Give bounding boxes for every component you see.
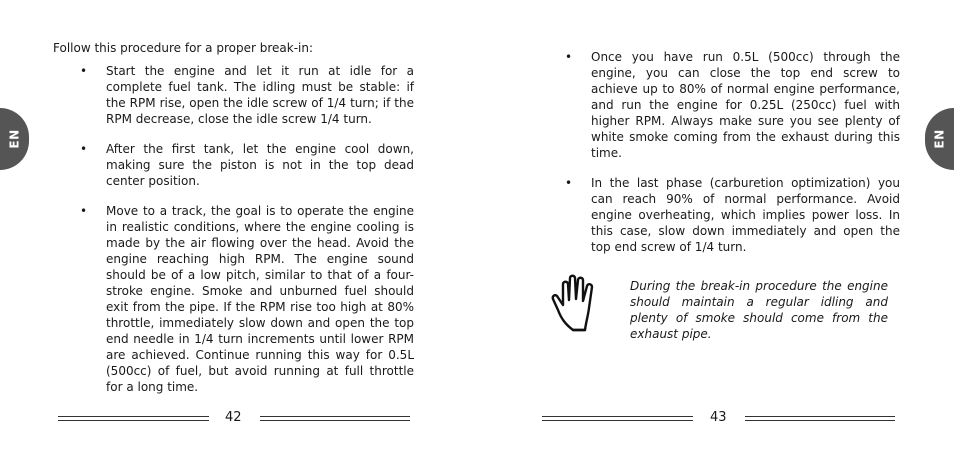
right-page — [477, 0, 954, 457]
bullet-marker: • — [565, 50, 573, 64]
list-item — [80, 141, 414, 189]
page-footer — [0, 410, 477, 426]
bullet-marker: • — [565, 176, 573, 190]
list-item — [80, 203, 414, 395]
page-number: 43 — [710, 410, 727, 425]
footer-rule — [58, 416, 209, 421]
list-item-text: Once you have run 0.5L (500cc) through the engine, you can close the top end screw to achieve up to 80% of normal engine performance, and run the engine for 0.25L (250cc) fuel with higher RPM. Always make sure you see plenty of white smoke coming from the exhaust during this time. — [591, 50, 900, 160]
bullet-marker: • — [80, 64, 88, 78]
list-item — [565, 175, 900, 255]
language-tab-label: EN — [7, 129, 22, 149]
language-tab — [0, 108, 29, 170]
intro-text: Follow this procedure for a proper break-in: — [53, 41, 314, 55]
list-item-text: In the last phase (carburetion optimization) you can reach 90% of normal performance. Avoid engine overheating, which implies power loss. In this case, slow down immediately and open the top end screw of 1/4 turn. — [591, 176, 900, 254]
page-number: 42 — [225, 410, 242, 425]
footer-rule — [542, 416, 693, 421]
page-footer — [477, 410, 954, 426]
language-tab — [925, 108, 954, 170]
list-item-text: Move to a track, the goal is to operate the engine in realistic conditions, where the engine cooling is made by the air flowing over the head. Avoid the engine reaching high RPM. The engine sound should be of a low pitch, similar to that of a four-stroke engine. Smoke and unburned fuel should exit from the pipe. If the RPM rise too high at 80% throttle, immediately slow down and open the top end needle in 1/4 turn increments until lower RPM are achieved. Continue running this way for 0.5L (500cc) of fuel, but avoid running at full throttle for a long time. — [106, 204, 414, 394]
list-item — [80, 63, 414, 127]
right-bullet-list — [565, 49, 900, 269]
hand-icon — [551, 272, 611, 334]
list-item-text: After the first tank, let the engine cool down, making sure the piston is not in the top dead center position. — [106, 142, 414, 188]
left-bullet-list — [80, 63, 414, 409]
list-item-text: Start the engine and let it run at idle for a complete fuel tank. The idling must be stable: if the RPM rise, open the idle screw of 1/4 turn; if the RPM decrease, close the idle screw 1/4 turn. — [106, 64, 414, 126]
bullet-marker: • — [80, 204, 88, 218]
footer-rule — [745, 416, 895, 421]
list-item — [565, 49, 900, 161]
bullet-marker: • — [80, 142, 88, 156]
language-tab-label: EN — [932, 129, 947, 149]
note-text: During the break-in procedure the engine should maintain a regular idling and plenty of smoke should come from the exhaust pipe. — [630, 279, 888, 341]
footer-rule — [260, 416, 410, 421]
